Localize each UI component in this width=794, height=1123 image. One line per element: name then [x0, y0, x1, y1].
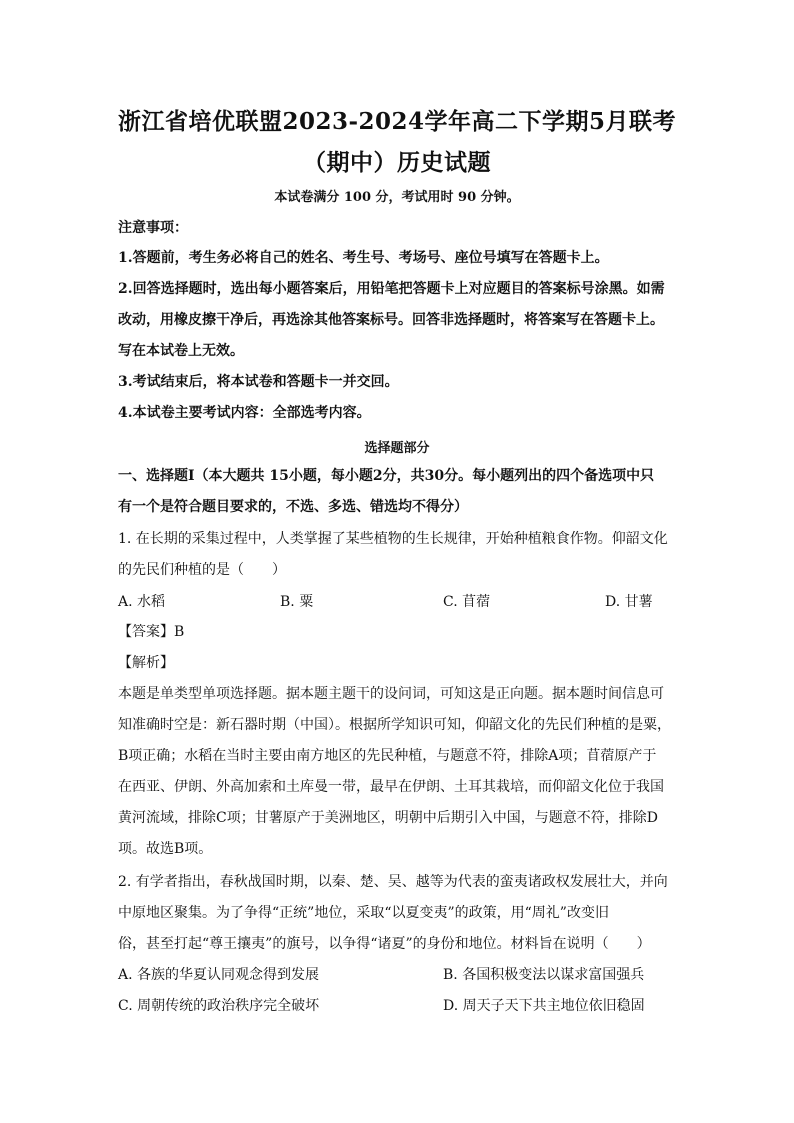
q2-stem-line: 2. 有学者指出，春秋战国时期，以秦、楚、吴、越等为代表的蛮夷诸政权发展壮大，并向: [118, 874, 668, 890]
q1-option-d: D. 甘薯: [605, 594, 653, 610]
q2-stem-line: 俗，甚至打起“尊王攘夷”的旗号，以争得“诸夏”的身份和地位。材料旨在说明（ ）: [118, 936, 651, 952]
exam-title-line2: （期中）历史试题: [303, 149, 491, 176]
q1-answer: 【答案】B: [118, 624, 185, 640]
note-line: 3.考试结束后，将本试卷和答题卡一并交回。: [118, 374, 399, 390]
q1-option-c: C. 苜蓿: [443, 594, 491, 610]
part-intro-line: 有一个是符合题目要求的，不选、多选、错选均不得分）: [118, 499, 468, 515]
q1-stem-line: 1. 在长期的采集过程中，人类掌握了某些植物的生长规律，开始种植粮食作物。仰韶文化: [118, 531, 668, 547]
q2-stem-line: 中原地区聚集。为了争得“正统”地位，采取“以夏变夷”的政策，用“周礼”改变旧: [118, 905, 609, 921]
q1-analysis-label: 【解析】: [118, 655, 174, 671]
q1-analysis-line: B项正确；水稻在当时主要由南方地区的先民种植，与题意不符，排除A项；苜蓿原产于: [118, 748, 657, 764]
q1-analysis-line: 本题是单类型单项选择题。据本题主题干的设问词，可知这是正向题。据本题时间信息可: [118, 686, 664, 702]
note-line: 2.回答选择题时，选出每小题答案后，用铅笔把答题卡上对应题目的答案标号涂黑。如需: [118, 281, 665, 297]
q1-analysis-line: 知准确时空是：新石器时期（中国）。根据所学知识可知，仰韶文化的先民们种植的是粟，: [118, 717, 671, 733]
part-intro-line: 一、选择题Ⅰ（本大题共 15小题，每小题2分，共30分。每小题列出的四个备选项中只: [118, 468, 655, 484]
q1-stem-line: 的先民们种植的是（ ）: [118, 562, 286, 578]
q1-analysis-line: 项。故选B项。: [118, 841, 213, 857]
exam-title-line1: 浙江省培优联盟2023-2024学年高二下学期5月联考: [117, 108, 677, 135]
q2-option-c: C. 周朝传统的政治秩序完全破坏: [118, 998, 320, 1014]
note-line: 1.答题前，考生务必将自己的姓名、考生号、考场号、座位号填写在答题卡上。: [118, 250, 609, 266]
q1-analysis-line: 在西亚、伊朗、外高加索和土库曼一带，最早在伊朗、土耳其栽培，而仰韶文化位于我国: [118, 779, 664, 795]
q2-option-b: B. 各国积极变法以谋求富国强兵: [443, 967, 645, 983]
notes-heading: 注意事项：: [118, 220, 188, 236]
note-line: 写在本试卷上无效。: [118, 343, 244, 359]
exam-subtitle: 本试卷满分 100 分，考试用时 90 分钟。: [274, 190, 520, 205]
q1-analysis-line: 黄河流域，排除C项；甘薯原产于美洲地区，明朝中后期引入中国，与题意不符，排除D: [118, 810, 658, 826]
note-line: 改动，用橡皮擦干净后，再选涂其他答案标号。回答非选择题时，将答案写在答题卡上。: [118, 312, 664, 328]
section-heading: 选择题部分: [364, 441, 430, 456]
q1-option-b: B. 粟: [280, 594, 314, 610]
q1-option-a: A. 水稻: [118, 594, 166, 610]
q2-option-a: A. 各族的华夏认同观念得到发展: [118, 967, 320, 983]
note-line: 4.本试卷主要考试内容：全部选考内容。: [118, 405, 371, 421]
q2-option-d: D. 周天子天下共主地位依旧稳固: [443, 998, 645, 1014]
